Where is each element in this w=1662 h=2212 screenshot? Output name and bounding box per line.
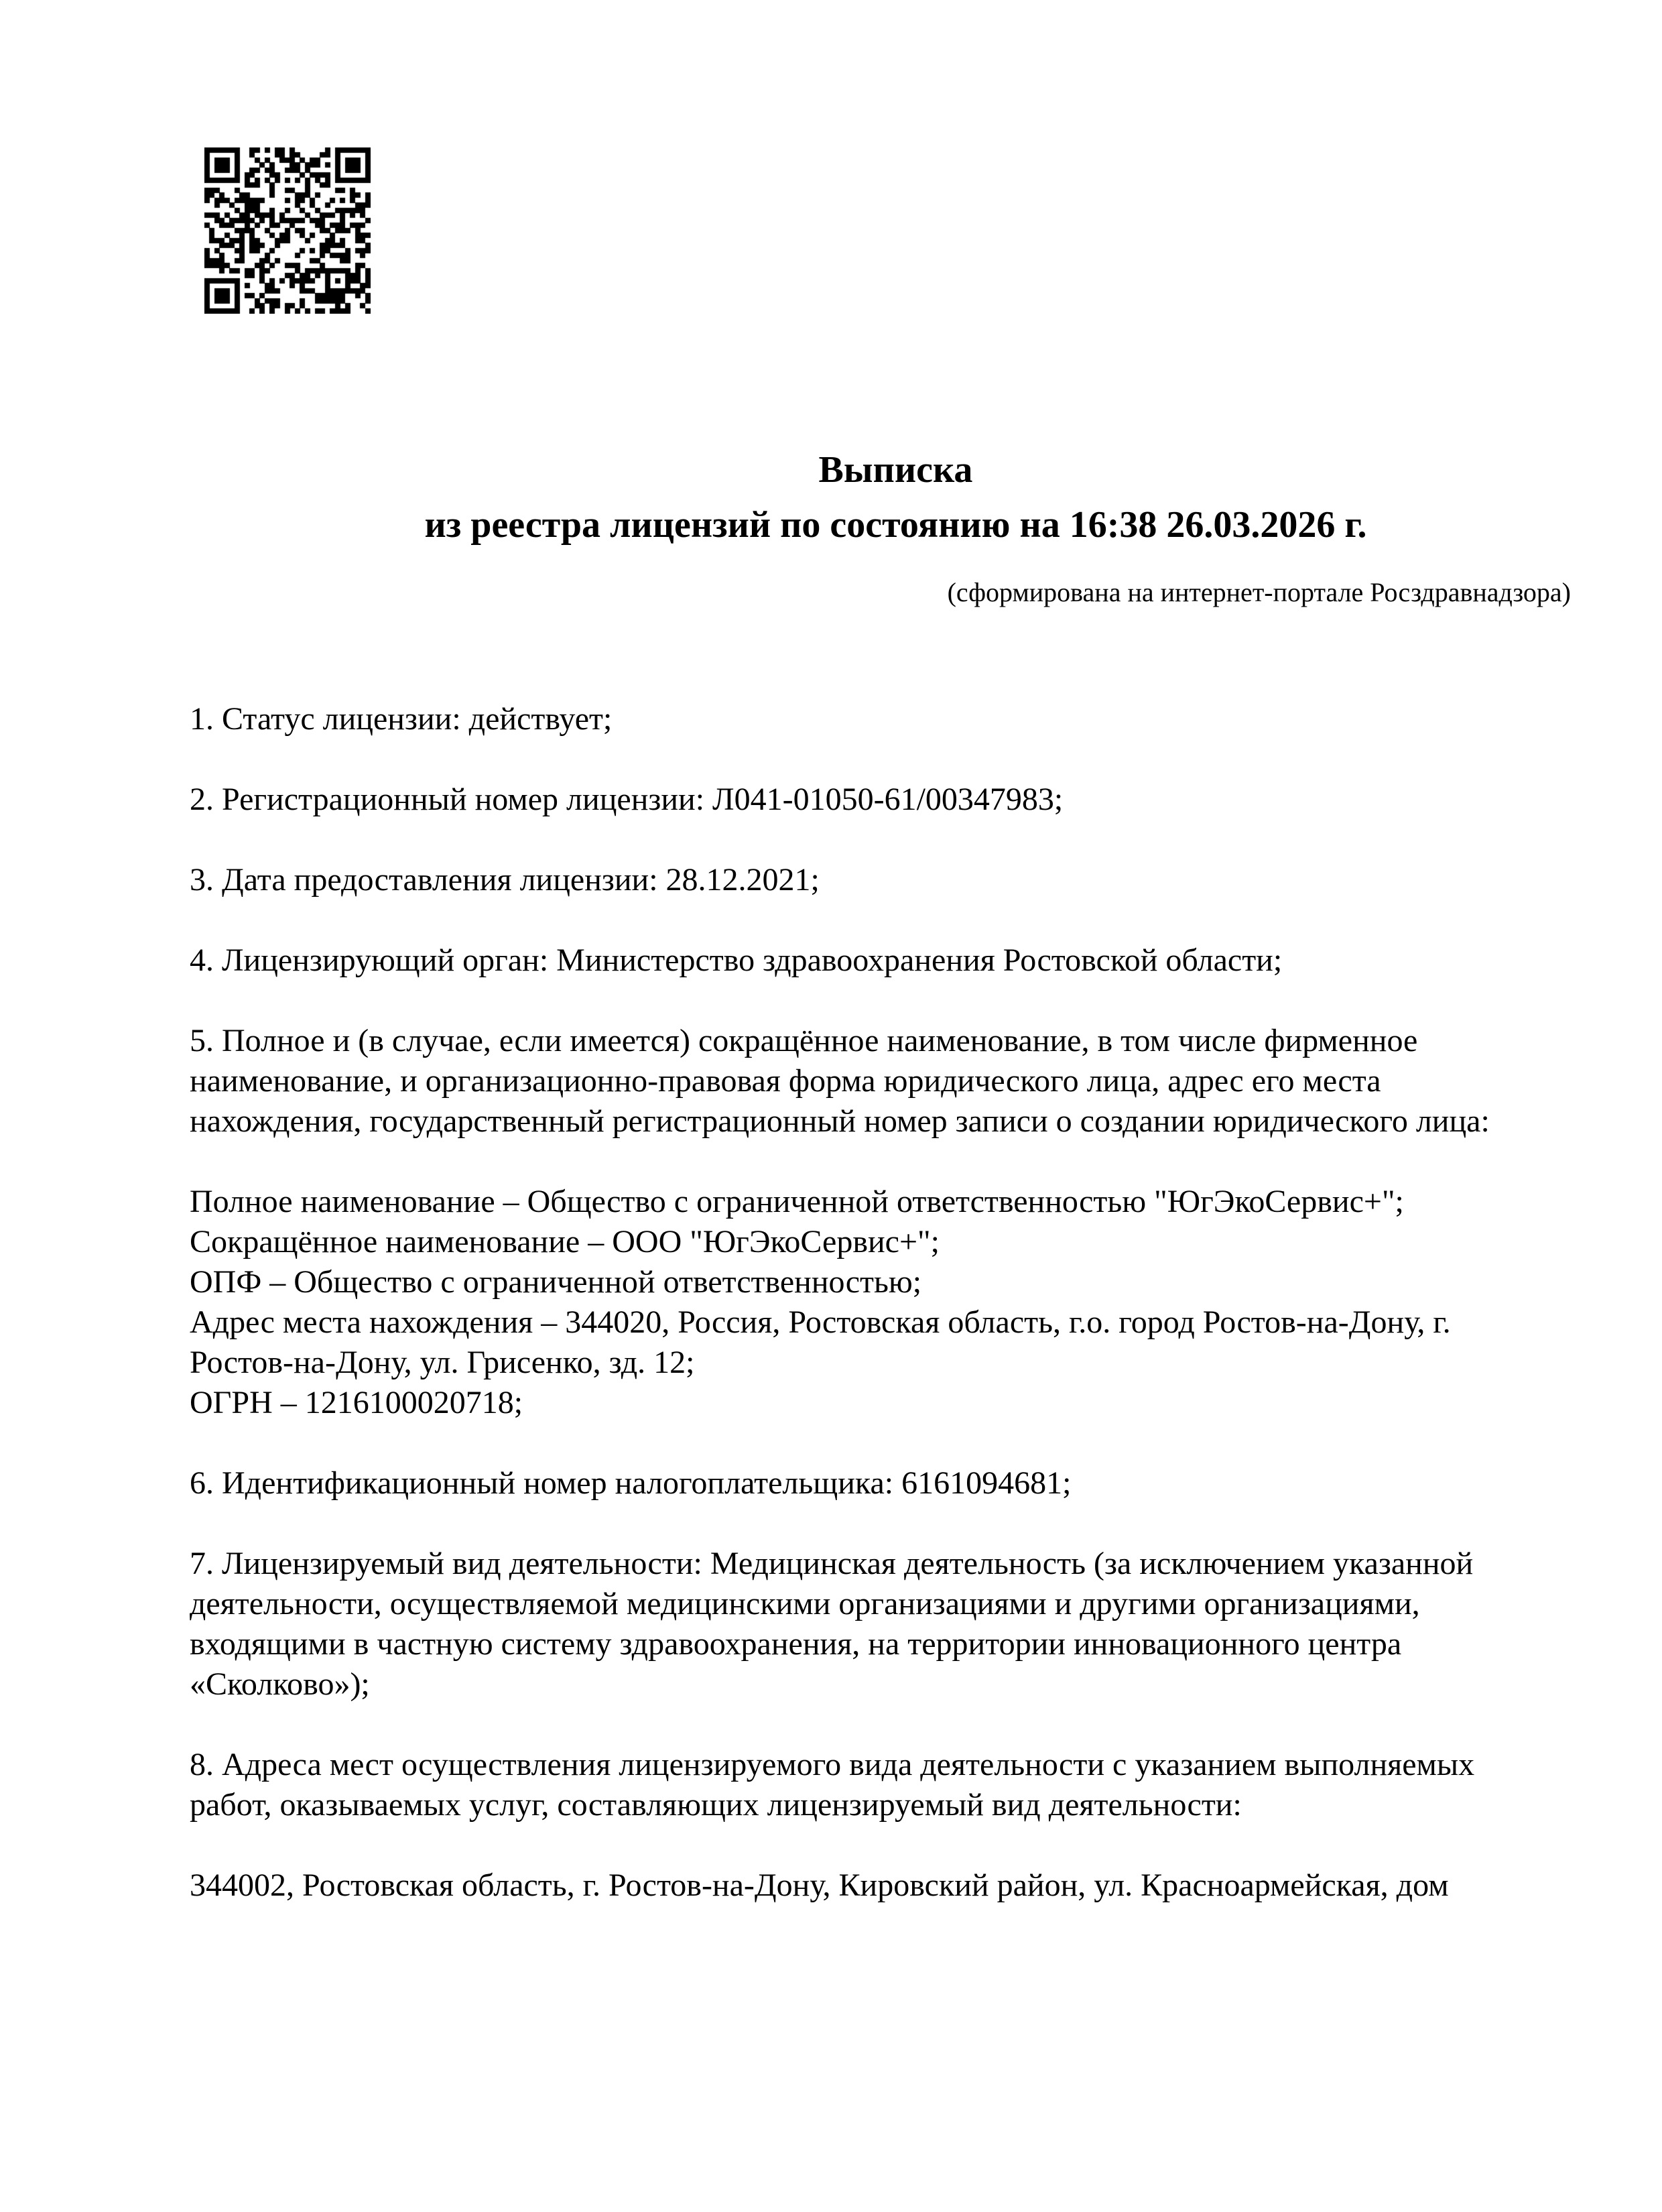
paragraph-licensing-authority [190,940,1637,981]
document-title [190,442,1602,552]
text-line: 1. Статус лицензии: действует; [190,701,613,737]
text-line: нахождения, государственный регистрационный номер записи о создании юридического лица: [190,1103,1490,1139]
text-line: работ, оказываемых услуг, составляющих лицензируемый вид деятельности: [190,1787,1242,1823]
paragraph-entity-intro [190,1021,1637,1142]
paragraph-registration-number [190,780,1637,820]
text-line: 6. Идентификационный номер налогоплательщика: 6161094681; [190,1465,1072,1501]
text-line: наименование, и организационно-правовая форма юридического лица, адрес его места [190,1063,1381,1099]
paragraph-license-status [190,699,1637,739]
text-line: 2. Регистрационный номер лицензии: Л041-01050-61/00347983; [190,782,1064,817]
qr-code-canvas [204,147,371,314]
text-line: ОГРН – 1216100020718; [190,1385,523,1420]
text-line: ОПФ – Общество с ограниченной ответственностью; [190,1264,922,1300]
paragraph-grant-date [190,860,1637,900]
qr-code-image [204,147,371,314]
text-line: 4. Лицензирующий орган: Министерство здравоохранения Ростовской области; [190,942,1283,978]
paragraph-entity-details [190,1182,1637,1423]
paragraph-addresses-intro [190,1745,1637,1825]
text-line: Адрес места нахождения – 344020, Россия, Ростовская область, г.о. город Ростов-на-Дону, г. [190,1304,1451,1340]
text-line: Сокращённое наименование – ООО "ЮгЭкоСервис+"; [190,1224,940,1259]
paragraph-address-entry [190,1865,1637,1906]
body-text [190,699,1637,1946]
title-line-2: из реестра лицензий по состоянию на 16:38 26.03.2026 г. [424,504,1367,546]
text-line: 344002, Ростовская область, г. Ростов-на-Дону, Кировский район, ул. Красноармейская, дом [190,1867,1449,1903]
title-line-1: Выписка [818,449,973,491]
text-line: 3. Дата предоставления лицензии: 28.12.2021; [190,862,820,898]
text-line: 7. Лицензируемый вид деятельности: Медицинская деятельность (за исключением указанной [190,1546,1474,1581]
text-line: «Сколково»); [190,1666,370,1702]
text-line: входящими в частную систему здравоохранения, на территории инновационного центра [190,1626,1402,1662]
text-line: Ростов-на-Дону, ул. Грисенко, зд. 12; [190,1345,695,1380]
text-line: 5. Полное и (в случае, если имеется) сокращённое наименование, в том числе фирменное [190,1023,1418,1058]
text-line: деятельности, осуществляемой медицинскими организациями и другими организациями, [190,1586,1420,1621]
text-line: Полное наименование – Общество с ограниченной ответственностью "ЮгЭкоСервис+"; [190,1184,1404,1219]
paragraph-activity-type [190,1544,1637,1705]
text-line: 8. Адреса мест осуществления лицензируемого вида деятельности с указанием выполняемых [190,1747,1475,1782]
document-subtitle: (сформирована на интернет-портале Росздравнадзора) [947,577,1571,607]
paragraph-taxpayer-number [190,1463,1637,1503]
